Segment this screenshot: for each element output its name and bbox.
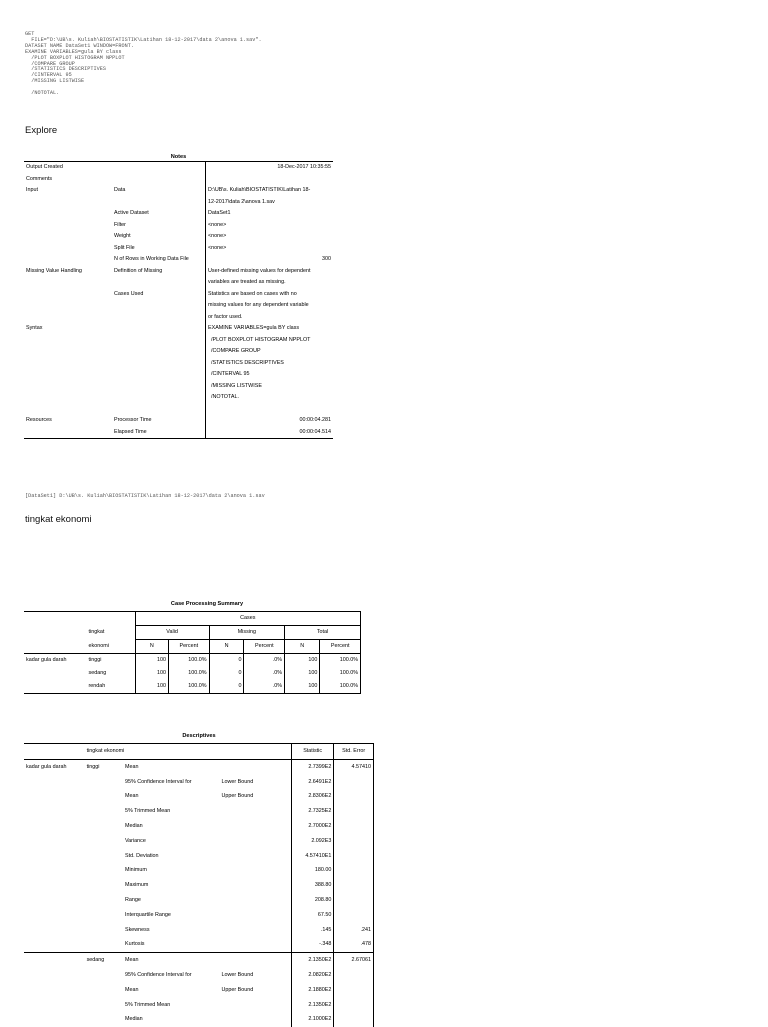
table-row xyxy=(24,667,361,680)
notes-item-value xyxy=(206,243,334,255)
desc-std-error-value xyxy=(334,1012,374,1027)
desc-statistic-value: 2.6491E2 xyxy=(291,775,334,790)
cps-percent-header: Percent xyxy=(320,640,361,654)
table-row xyxy=(24,983,374,998)
cps-group-label: rendah xyxy=(87,680,136,694)
notes-value-line: /STATISTICS DESCRIPTIVES xyxy=(211,359,284,366)
desc-statistic-value: 2.092E3 xyxy=(291,834,334,849)
desc-dependent-label xyxy=(24,1012,85,1027)
desc-std-error-value: 2.67061 xyxy=(334,953,374,968)
notes-item-label: Weight xyxy=(114,233,131,239)
notes-item-value xyxy=(206,231,334,243)
cps-dependent-label xyxy=(24,667,87,680)
desc-statistic-value: 2.7325E2 xyxy=(291,804,334,819)
desc-stat-label: Mean xyxy=(124,793,139,800)
desc-bound-label xyxy=(219,849,291,864)
notes-section-label: Missing Value Handling xyxy=(26,267,82,274)
cps-cases-header: Cases xyxy=(135,612,360,626)
desc-bound-label: Lower Bound xyxy=(221,971,254,978)
table-row xyxy=(24,937,374,952)
cps-value: 0 xyxy=(209,667,244,680)
cps-group-label: tinggi xyxy=(88,657,102,663)
desc-dependent-label xyxy=(24,983,85,998)
desc-stat-label: Skewness xyxy=(124,926,150,933)
desc-dependent-label xyxy=(24,804,85,819)
cps-factor-label: tingkat xyxy=(88,628,105,635)
notes-value-line: /CINTERVAL 95 xyxy=(211,371,250,377)
notes-value-line: variables are treated as missing. xyxy=(208,279,286,285)
notes-item-label: N of Rows in Working Data File xyxy=(114,256,189,262)
desc-factor-header: tingkat ekonomi xyxy=(85,744,292,760)
desc-dependent-label xyxy=(24,863,85,878)
desc-dependent-label: kadar gula darah xyxy=(26,763,67,770)
desc-statistic-value: 2.7000E2 xyxy=(291,819,334,834)
notes-value-line: /NOTOTAL. xyxy=(211,394,239,400)
desc-group-label: tinggi xyxy=(86,763,100,770)
notes-section-label xyxy=(24,289,112,324)
desc-title: Descriptives xyxy=(182,733,216,739)
desc-statistic-value: 180.00 xyxy=(291,863,334,878)
notes-section-label xyxy=(24,208,112,220)
notes-value-line xyxy=(208,174,331,186)
cps-value: 100 xyxy=(135,654,168,668)
desc-std-error-header: Std. Error xyxy=(334,744,374,760)
notes-item-label: Cases Used xyxy=(114,290,144,297)
cps-n-header: N xyxy=(135,640,168,654)
notes-value-line: /MISSING LISTWISE xyxy=(211,382,262,389)
cps-value: 100 xyxy=(285,667,320,680)
cps-value: .0% xyxy=(244,654,285,668)
desc-std-error-value xyxy=(334,968,374,983)
table-row xyxy=(24,654,361,668)
explore-heading: Explore xyxy=(25,125,58,136)
table-row xyxy=(24,878,374,893)
desc-std-error-value: .478 xyxy=(334,937,374,952)
cps-value: 100 xyxy=(135,667,168,680)
cps-dependent-label xyxy=(24,680,87,694)
notes-value-line: DataSet1 xyxy=(208,210,231,216)
desc-std-error-value: .241 xyxy=(334,923,374,938)
desc-group-label xyxy=(85,804,123,819)
desc-bound-label xyxy=(219,908,291,923)
desc-statistic-value: 2.1000E2 xyxy=(291,1012,334,1027)
cps-n-header: N xyxy=(209,640,244,654)
desc-dependent-label xyxy=(24,998,85,1013)
notes-row xyxy=(24,254,333,266)
desc-group-label: sedang xyxy=(85,953,123,968)
notes-item-value xyxy=(206,208,334,220)
desc-statistic-value: -.348 xyxy=(291,937,334,952)
case-processing-summary-table xyxy=(24,611,361,694)
desc-statistic-value: .145 xyxy=(291,923,334,938)
notes-value-line: /PLOT BOXPLOT HISTOGRAM NPPLOT xyxy=(211,336,311,343)
notes-item-label: Data xyxy=(114,187,126,193)
notes-item-label: Filter xyxy=(114,221,126,228)
table-row xyxy=(24,953,374,968)
desc-group-label xyxy=(85,878,123,893)
desc-bound-label: Lower Bound xyxy=(221,778,254,785)
notes-section-label xyxy=(24,243,112,255)
desc-stat-label: 95% Confidence Interval for xyxy=(124,971,192,978)
cps-total-header: Total xyxy=(285,626,361,640)
desc-dependent-label xyxy=(24,953,85,968)
table-row xyxy=(24,819,374,834)
desc-stat-label: Variance xyxy=(124,837,146,844)
cps-title: Case Processing Summary xyxy=(170,601,244,607)
desc-bound-label xyxy=(219,759,291,774)
desc-dependent-label xyxy=(24,819,85,834)
notes-section-label: Input xyxy=(26,187,38,193)
notes-value-line: missing values for any dependent variable xyxy=(208,302,309,308)
notes-item-value xyxy=(206,323,334,415)
notes-value-line: /COMPARE GROUP xyxy=(211,348,261,354)
table-row xyxy=(24,849,374,864)
cps-value: 100.0% xyxy=(168,680,209,694)
notes-row xyxy=(24,415,333,427)
notes-value-line: or factor used. xyxy=(208,313,243,320)
desc-stat-label: Std. Deviation xyxy=(124,852,159,859)
desc-std-error-value xyxy=(334,789,374,804)
notes-item-value xyxy=(206,220,334,232)
table-row xyxy=(24,789,374,804)
descriptives-table xyxy=(24,743,374,1027)
desc-std-error-value xyxy=(334,775,374,790)
cps-value: 100.0% xyxy=(168,667,209,680)
cps-value: 0 xyxy=(209,680,244,694)
desc-stat-label: 5% Trimmed Mean xyxy=(124,808,171,815)
desc-group-label xyxy=(85,834,123,849)
notes-row xyxy=(24,427,333,439)
desc-dependent-label xyxy=(24,908,85,923)
notes-row xyxy=(24,266,333,289)
cps-value: 100.0% xyxy=(320,667,361,680)
table-row xyxy=(24,775,374,790)
notes-item-label xyxy=(112,162,206,174)
desc-std-error-value xyxy=(334,998,374,1013)
desc-group-label xyxy=(85,1012,123,1027)
desc-bound-label xyxy=(219,878,291,893)
notes-value-line: 12-2017\data 2\anova 1.sav xyxy=(208,198,275,205)
desc-group-label xyxy=(85,863,123,878)
desc-group-label xyxy=(85,775,123,790)
desc-std-error-value xyxy=(334,863,374,878)
notes-value-line: <none> xyxy=(208,244,227,251)
desc-group-label xyxy=(85,968,123,983)
notes-item-label: Processor Time xyxy=(114,417,152,423)
desc-std-error-value xyxy=(334,878,374,893)
cps-missing-header: Missing xyxy=(209,626,284,640)
cps-valid-header: Valid xyxy=(135,626,209,640)
notes-section-label: Syntax xyxy=(26,325,43,331)
desc-bound-label xyxy=(219,804,291,819)
notes-item-label: Definition of Missing xyxy=(114,267,163,274)
desc-group-label xyxy=(85,908,123,923)
cps-value: .0% xyxy=(244,680,285,694)
notes-row xyxy=(24,208,333,220)
desc-statistic-value: 2.8306E2 xyxy=(291,789,334,804)
desc-statistic-value: 2.0820E2 xyxy=(291,968,334,983)
notes-item-value xyxy=(206,254,334,266)
desc-bound-label xyxy=(219,863,291,878)
desc-statistic-value: 388.80 xyxy=(291,878,334,893)
desc-dependent-label xyxy=(24,893,85,908)
notes-value-line: Statistics are based on cases with no xyxy=(208,290,297,297)
notes-section-label: Resources xyxy=(26,417,52,423)
desc-statistic-value: 4.57410E1 xyxy=(291,849,334,864)
desc-std-error-value: 4.57410 xyxy=(334,759,374,774)
notes-title: Notes xyxy=(170,154,187,160)
desc-bound-label: Upper Bound xyxy=(221,986,254,993)
desc-stat-label: Kurtosis xyxy=(124,941,145,948)
notes-value-line xyxy=(208,404,331,416)
table-row xyxy=(24,923,374,938)
desc-bound-label xyxy=(219,923,291,938)
notes-value-line: 300 xyxy=(322,256,331,262)
notes-value-line: 00:00:04.514 xyxy=(299,428,331,435)
desc-stat-label: 5% Trimmed Mean xyxy=(124,1001,171,1008)
desc-bound-label xyxy=(219,1012,291,1027)
cps-n-header: N xyxy=(285,640,320,654)
dataset-line: [DataSet1] D:\UB\s. Kuliah\BIOSTATISTIK\Latihan 18-12-2017\data 2\anova 1.sav xyxy=(25,493,265,499)
table-row xyxy=(24,834,374,849)
desc-stat-label: Median xyxy=(124,1016,143,1023)
notes-item-label: Split File xyxy=(114,244,135,251)
notes-section-label xyxy=(24,231,112,243)
desc-stat-label: Interquartile Range xyxy=(124,911,171,918)
notes-row xyxy=(24,231,333,243)
table-row xyxy=(24,968,374,983)
notes-value-line: 18-Dec-2017 10:35:55 xyxy=(277,164,331,170)
desc-bound-label: Upper Bound xyxy=(221,793,254,800)
notes-value-line: 00:00:04.281 xyxy=(299,417,331,423)
notes-row xyxy=(24,243,333,255)
desc-group-label xyxy=(85,998,123,1013)
desc-dependent-label xyxy=(24,775,85,790)
notes-item-label: Active Dataset xyxy=(114,210,149,216)
desc-dependent-label xyxy=(24,834,85,849)
notes-item-value xyxy=(206,427,334,439)
desc-bound-label xyxy=(219,893,291,908)
desc-std-error-value xyxy=(334,804,374,819)
cps-value: 100 xyxy=(285,680,320,694)
desc-group-label xyxy=(85,983,123,998)
desc-group-label xyxy=(85,819,123,834)
table-row xyxy=(24,908,374,923)
notes-value-line: User-defined missing values for dependent xyxy=(208,267,311,274)
notes-item-value xyxy=(206,185,334,208)
desc-stat-label: Mean xyxy=(123,953,219,968)
notes-value-line: D:\UB\s. Kuliah\BIOSTATISTIK\Latihan 18- xyxy=(208,187,311,193)
notes-row xyxy=(24,174,333,186)
desc-dependent-label xyxy=(24,968,85,983)
notes-value-line: <none> xyxy=(208,221,227,228)
desc-statistic-header: Statistic xyxy=(291,744,334,760)
cps-value: 0 xyxy=(209,654,244,668)
syntax-block: GET FILE="D:\UB\s. Kuliah\BIOSTATISTIK\Latihan 18-12-2017\data 2\anova 1.sav". DATASET NAME DataSet1 WINDOW=FRONT. EXAMINE VARIABLES=gula BY class /PLOT BOXPLOT HISTOGRAM NPPLOT /COMPARE GROUP /STATISTICS DESCRIPTIVES /CINTERVAL 95 /MISSING LISTWISE /NOTOTAL. xyxy=(25,31,262,97)
notes-row xyxy=(24,220,333,232)
notes-row xyxy=(24,289,333,324)
table-row xyxy=(24,759,374,774)
desc-stat-label: Range xyxy=(124,896,141,903)
desc-dependent-label xyxy=(24,937,85,952)
desc-std-error-value xyxy=(334,849,374,864)
desc-std-error-value xyxy=(334,893,374,908)
tingkat-heading: tingkat ekonomi xyxy=(25,514,92,525)
desc-stat-label: Mean xyxy=(124,763,139,770)
desc-stat-label: 95% Confidence Interval for xyxy=(124,778,192,785)
desc-group-label xyxy=(85,937,123,952)
notes-item-value xyxy=(206,174,334,186)
cps-dependent-label: kadar gula darah xyxy=(26,657,67,663)
desc-group-label xyxy=(85,923,123,938)
desc-statistic-value: 208.80 xyxy=(291,893,334,908)
notes-item-label xyxy=(112,174,206,186)
desc-std-error-value xyxy=(334,983,374,998)
cps-value: 100.0% xyxy=(320,654,361,668)
desc-statistic-value: 2.7399E2 xyxy=(291,759,334,774)
desc-statistic-value: 2.1350E2 xyxy=(291,953,334,968)
notes-item-label: Elapsed Time xyxy=(114,428,147,435)
cps-value: 100.0% xyxy=(320,680,361,694)
table-row xyxy=(24,680,361,694)
notes-row xyxy=(24,185,333,208)
notes-item-value xyxy=(206,289,334,324)
desc-dependent-label xyxy=(24,849,85,864)
notes-section-label: Comments xyxy=(26,175,53,182)
notes-section-label xyxy=(24,254,112,266)
table-row xyxy=(24,804,374,819)
cps-value: .0% xyxy=(244,667,285,680)
cps-value: 100 xyxy=(285,654,320,668)
desc-stat-label: Mean xyxy=(124,986,139,993)
desc-bound-label xyxy=(219,998,291,1013)
desc-bound-label xyxy=(219,819,291,834)
desc-stat-label: Maximum xyxy=(124,882,149,889)
desc-statistic-value: 67.50 xyxy=(291,908,334,923)
desc-dependent-label xyxy=(24,878,85,893)
table-row xyxy=(24,863,374,878)
notes-value-line: EXAMINE VARIABLES=gula BY class xyxy=(208,325,300,331)
desc-statistic-value: 2.1350E2 xyxy=(291,998,334,1013)
desc-group-label xyxy=(85,893,123,908)
desc-std-error-value xyxy=(334,819,374,834)
desc-stat-label: Median xyxy=(124,822,143,829)
notes-item-value xyxy=(206,415,334,427)
notes-section-label xyxy=(24,220,112,232)
cps-percent-header: Percent xyxy=(168,640,209,654)
desc-bound-label xyxy=(219,937,291,952)
desc-bound-label xyxy=(219,953,291,968)
desc-dependent-label xyxy=(24,923,85,938)
cps-value: 100 xyxy=(135,680,168,694)
desc-std-error-value xyxy=(334,908,374,923)
cps-group-label: sedang xyxy=(88,670,107,676)
notes-item-value xyxy=(206,266,334,289)
desc-stat-label: Minimum xyxy=(124,867,147,874)
table-row xyxy=(24,893,374,908)
notes-item-value xyxy=(206,162,334,174)
desc-std-error-value xyxy=(334,834,374,849)
notes-row xyxy=(24,162,333,174)
notes-section-label: Output Created xyxy=(26,164,63,170)
desc-bound-label xyxy=(219,834,291,849)
desc-group-label xyxy=(85,849,123,864)
desc-group-label xyxy=(85,789,123,804)
table-row xyxy=(24,998,374,1013)
notes-section-label xyxy=(24,427,112,439)
cps-percent-header: Percent xyxy=(244,640,285,654)
cps-factor-label-2: ekonomi xyxy=(87,640,136,654)
notes-row xyxy=(24,323,333,415)
notes-value-line: <none> xyxy=(208,233,227,239)
cps-value: 100.0% xyxy=(168,654,209,668)
table-row xyxy=(24,1012,374,1027)
notes-table xyxy=(24,161,333,439)
desc-statistic-value: 2.1880E2 xyxy=(291,983,334,998)
notes-item-label xyxy=(112,323,206,415)
desc-dependent-label xyxy=(24,789,85,804)
